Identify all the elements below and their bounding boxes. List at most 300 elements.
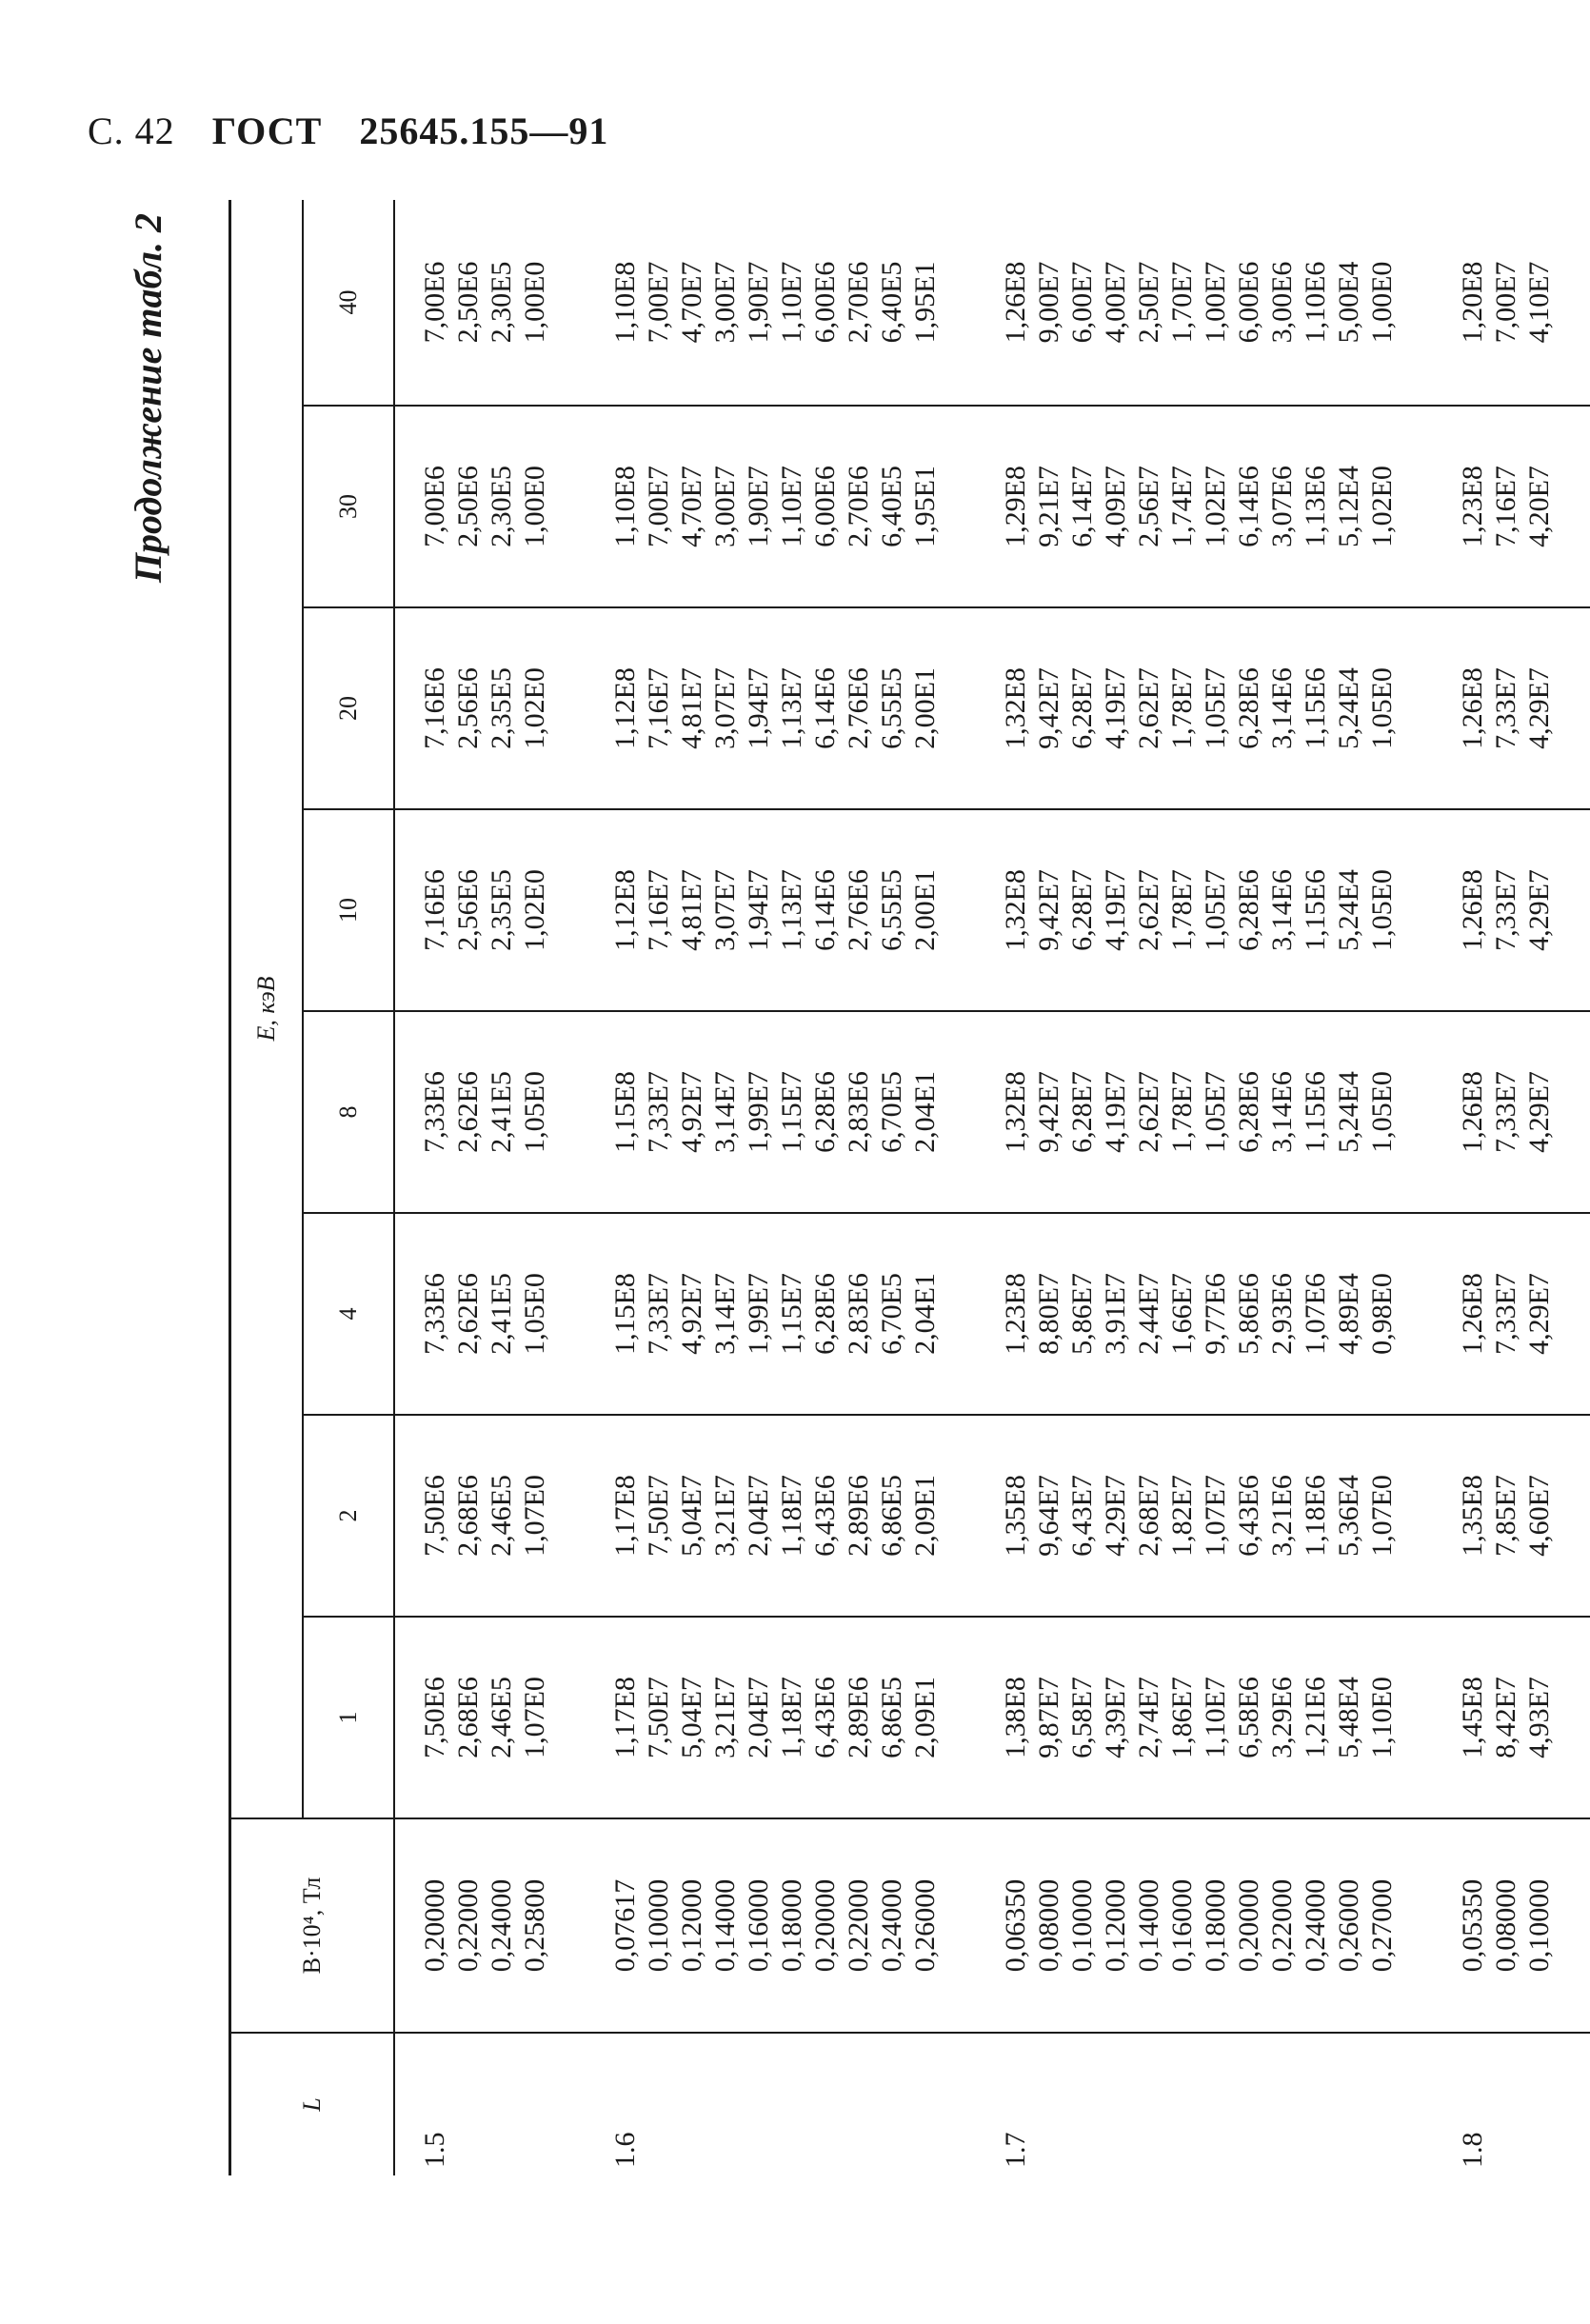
b-value: 0,16000 [743,1878,774,1973]
data-table [229,200,1590,2175]
flux-value: 1,20E8 [1457,261,1488,344]
flux-value: 2,35E5 [486,667,517,749]
table-row [976,200,1433,2175]
flux-value: 4,20E7 [1523,466,1555,547]
flux-value: 1,10E0 [1366,1677,1398,1758]
flux-value: 1,66E7 [1166,1273,1198,1355]
flux-value: 3,21E6 [1266,1475,1298,1557]
flux-value: 9,64E7 [1033,1475,1064,1557]
flux-value: 2,44E7 [1133,1273,1164,1355]
energy-column-values [976,200,1433,406]
flux-value: 6,43E6 [809,1677,841,1758]
flux-value: 2,62E7 [1133,667,1164,749]
flux-value: 9,00E7 [1033,261,1064,344]
table-group [976,200,1433,2175]
flux-value: 6,86E5 [876,1475,907,1557]
flux-value: 1,05E7 [1200,1071,1231,1153]
flux-value: 7,16E7 [643,667,674,749]
energy-column-values [1433,1617,1590,1818]
flux-value: 4,39E7 [1100,1677,1131,1758]
flux-value: 1,78E7 [1166,869,1198,951]
energy-column-values [1433,200,1590,406]
flux-value: 2,04E1 [909,1071,941,1153]
header-energy: 1 [303,1617,394,1818]
flux-value: 3,21E7 [709,1677,741,1758]
flux-value: 1,95E1 [909,261,941,344]
flux-value: 1,82E7 [1166,1475,1198,1557]
energy-column-values [394,1415,586,1617]
flux-value: 9,77E6 [1200,1273,1231,1355]
flux-value: 2,68E7 [1133,1475,1164,1557]
flux-value: 1,18E7 [776,1677,807,1758]
b-value: 0,12000 [676,1878,707,1973]
flux-value: 2,09E1 [909,1475,941,1557]
l-value-text: 1.5 [419,2132,450,2168]
flux-value: 6,40E5 [876,261,907,344]
flux-value: 1,17E8 [609,1677,641,1758]
energy-column-values [1433,406,1590,607]
flux-value: 2,56E6 [452,667,484,749]
flux-value: 1,26E8 [1457,1273,1488,1355]
flux-value: 2,70E6 [843,466,874,547]
flux-value: 1,99E7 [743,1071,774,1153]
flux-value: 1,18E7 [776,1475,807,1557]
table-row [1433,200,1590,2175]
flux-value: 1,02E0 [1366,466,1398,547]
energy-column-values [1433,1011,1590,1213]
flux-value: 1,78E7 [1166,667,1198,749]
flux-value: 3,00E6 [1266,261,1298,344]
flux-value: 2,00E1 [909,667,941,749]
b-value: 0,24000 [486,1878,517,1973]
flux-value: 1,05E0 [1366,667,1398,749]
flux-value: 1,00E0 [519,261,550,344]
flux-value: 3,14E6 [1266,1071,1298,1153]
flux-value: 6,43E7 [1066,1475,1098,1557]
flux-value: 5,24E4 [1333,1071,1364,1153]
flux-value: 2,46E5 [486,1475,517,1557]
flux-value: 1,26E8 [1000,261,1031,344]
flux-value: 2,35E5 [486,869,517,951]
b-value: 0,05350 [1457,1878,1488,1973]
flux-value: 2,76E6 [843,869,874,951]
flux-value: 7,50E7 [643,1677,674,1758]
flux-value: 4,29E7 [1100,1475,1131,1557]
energy-column-values [586,1617,976,1818]
flux-value: 2,62E6 [452,1273,484,1355]
flux-value: 7,85E7 [1490,1475,1521,1557]
energy-column-values [976,406,1433,607]
flux-value: 6,55E5 [876,667,907,749]
flux-value: 5,24E4 [1333,667,1364,749]
flux-value: 4,89E4 [1333,1273,1364,1355]
flux-value: 1,29E8 [1000,466,1031,547]
flux-value: 5,04E7 [676,1475,707,1557]
flux-value: 8,80E7 [1033,1273,1064,1355]
flux-value: 2,76E6 [843,667,874,749]
energy-column-values [394,200,586,406]
flux-value: 1,07E0 [519,1677,550,1758]
flux-value: 1,00E7 [1200,261,1231,344]
flux-value: 5,48E4 [1333,1677,1364,1758]
flux-value: 7,00E7 [643,466,674,547]
flux-value: 1,90E7 [743,466,774,547]
header-B: B·10⁴, Тл [230,1818,395,2033]
flux-value: 4,92E7 [676,1071,707,1153]
b-value: 0,22000 [1266,1878,1298,1973]
b-value: 0,16000 [1166,1878,1198,1973]
b-value: 0,12000 [1100,1878,1131,1973]
header-energy: 8 [303,1011,394,1213]
flux-value: 1,05E0 [519,1273,550,1355]
flux-value: 1,00E0 [1366,261,1398,344]
flux-value: 3,14E7 [709,1071,741,1153]
flux-value: 4,60E7 [1523,1475,1555,1557]
flux-value: 2,04E7 [743,1677,774,1758]
b-value: 0,22000 [843,1878,874,1973]
standard-number: 25645.155—91 [359,109,609,152]
flux-value: 6,28E7 [1066,667,1098,749]
flux-value: 2,74E7 [1133,1677,1164,1758]
flux-value: 6,43E6 [809,1475,841,1557]
flux-value: 4,29E7 [1523,1273,1555,1355]
flux-value: 1,10E7 [776,261,807,344]
flux-value: 1,18E6 [1300,1475,1331,1557]
energy-column-values [976,607,1433,809]
b-value: 0,24000 [1300,1878,1331,1973]
flux-value: 3,14E6 [1266,667,1298,749]
l-value [976,2033,1433,2175]
b-value: 0,08000 [1033,1878,1064,1973]
header-energy: 30 [303,406,394,607]
l-value [1433,2033,1590,2175]
l-value-text: 1.6 [609,2132,641,2168]
flux-value: 6,55E5 [876,869,907,951]
flux-value: 1,74E7 [1166,466,1198,547]
flux-value: 1,10E7 [776,466,807,547]
flux-value: 1,35E8 [1000,1475,1031,1557]
flux-value: 6,28E7 [1066,1071,1098,1153]
flux-value: 7,50E6 [419,1475,450,1557]
rotated-table-area [114,200,1555,2175]
flux-value: 5,86E7 [1066,1273,1098,1355]
flux-value: 2,83E6 [843,1273,874,1355]
header-energy: 10 [303,809,394,1011]
flux-value: 1,90E7 [743,261,774,344]
flux-value: 9,42E7 [1033,869,1064,951]
table-group [1433,200,1590,2175]
table-group [586,200,976,2175]
flux-value: 1,38E8 [1000,1677,1031,1758]
b-value: 0,06350 [1000,1878,1031,1973]
b-values [976,1818,1433,2033]
energy-column-values [394,1617,586,1818]
flux-value: 6,70E5 [876,1273,907,1355]
flux-value: 7,00E7 [643,261,674,344]
flux-value: 2,70E6 [843,261,874,344]
table-group [394,200,586,2175]
flux-value: 2,04E7 [743,1475,774,1557]
flux-value: 1,15E7 [776,1273,807,1355]
flux-value: 7,00E6 [419,261,450,344]
b-value: 0,10000 [1066,1878,1098,1973]
flux-value: 2,30E5 [486,261,517,344]
flux-value: 2,41E5 [486,1273,517,1355]
flux-value: 5,12E4 [1333,466,1364,547]
b-value: 0,20000 [419,1878,450,1973]
energy-column-values [586,200,976,406]
flux-value: 1,13E7 [776,869,807,951]
flux-value: 1,26E8 [1457,1071,1488,1153]
header-energy-group: E, кэВ [230,200,304,1818]
flux-value: 1,05E0 [1366,869,1398,951]
flux-value: 1,26E8 [1457,869,1488,951]
flux-value: 7,16E7 [1490,466,1521,547]
flux-value: 4,92E7 [676,1273,707,1355]
flux-value: 1,26E8 [1457,667,1488,749]
b-value: 0,22000 [452,1878,484,1973]
energy-column-values [586,1213,976,1415]
header-energy: 4 [303,1213,394,1415]
flux-value: 1,23E8 [1457,466,1488,547]
flux-value: 6,00E7 [1066,261,1098,344]
energy-column-values [1433,1213,1590,1415]
b-value: 0,26000 [909,1878,941,1973]
b-value: 0,25800 [519,1878,550,1973]
flux-value: 1,02E0 [519,667,550,749]
flux-value: 7,33E7 [1490,1273,1521,1355]
flux-value: 7,33E7 [1490,869,1521,951]
flux-value: 1,10E8 [609,466,641,547]
flux-value: 1,78E7 [1166,1071,1198,1153]
flux-value: 7,16E6 [419,667,450,749]
flux-value: 1,45E8 [1457,1677,1488,1758]
energy-column-values [586,406,976,607]
b-value: 0,24000 [876,1878,907,1973]
flux-value: 2,00E1 [909,869,941,951]
flux-value: 1,23E8 [1000,1273,1031,1355]
flux-value: 2,50E6 [452,261,484,344]
l-value [394,2033,586,2175]
flux-value: 2,83E6 [843,1071,874,1153]
energy-column-values [394,406,586,607]
flux-value: 5,86E6 [1233,1273,1264,1355]
flux-value: 5,04E7 [676,1677,707,1758]
flux-value: 6,58E7 [1066,1677,1098,1758]
page-header [88,109,635,153]
flux-value: 2,56E6 [452,869,484,951]
b-value: 0,07617 [609,1878,641,1973]
flux-value: 2,62E7 [1133,1071,1164,1153]
b-value: 0,20000 [809,1878,841,1973]
flux-value: 4,29E7 [1523,667,1555,749]
b-value: 0,08000 [1490,1878,1521,1973]
flux-value: 0,98E0 [1366,1273,1398,1355]
b-values [1433,1818,1590,2033]
flux-value: 6,14E6 [1233,466,1264,547]
flux-value: 1,10E8 [609,261,641,344]
l-value [586,2033,976,2175]
flux-value: 4,29E7 [1523,869,1555,951]
flux-value: 7,33E7 [643,1071,674,1153]
table-row [586,200,976,2175]
flux-value: 4,93E7 [1523,1677,1555,1758]
flux-value: 1,21E6 [1300,1677,1331,1758]
flux-value: 1,15E8 [609,1273,641,1355]
energy-column-values [976,1415,1433,1617]
b-value: 0,10000 [643,1878,674,1973]
b-value: 0,26000 [1333,1878,1364,1973]
flux-value: 5,36E4 [1333,1475,1364,1557]
flux-value: 6,70E5 [876,1071,907,1153]
energy-column-values [1433,607,1590,809]
header-energy: 20 [303,607,394,809]
flux-value: 9,42E7 [1033,1071,1064,1153]
flux-value: 6,28E6 [809,1071,841,1153]
flux-value: 1,12E8 [609,667,641,749]
energy-column-values [976,1213,1433,1415]
flux-value: 1,05E7 [1200,667,1231,749]
energy-column-values [976,809,1433,1011]
b-values [586,1818,976,2033]
flux-value: 9,21E7 [1033,466,1064,547]
flux-value: 3,07E6 [1266,466,1298,547]
flux-value: 4,19E7 [1100,667,1131,749]
flux-value: 7,33E6 [419,1071,450,1153]
flux-value: 4,81E7 [676,667,707,749]
continuation-label: Продолжение табл. 2 [127,213,169,584]
flux-value: 4,29E7 [1523,1071,1555,1153]
flux-value: 7,00E7 [1490,261,1521,344]
flux-value: 1,07E7 [1200,1475,1231,1557]
flux-value: 2,89E6 [843,1677,874,1758]
l-value-text: 1.8 [1457,2132,1488,2168]
flux-value: 5,24E4 [1333,869,1364,951]
flux-value: 7,16E7 [643,869,674,951]
header-energy: 2 [303,1415,394,1617]
flux-value: 1,32E8 [1000,667,1031,749]
flux-value: 4,09E7 [1100,466,1131,547]
flux-value: 2,62E6 [452,1071,484,1153]
flux-value: 3,00E7 [709,261,741,344]
b-value: 0,10000 [1523,1878,1555,1973]
flux-value: 1,15E6 [1300,1071,1331,1153]
flux-value: 2,50E6 [452,466,484,547]
flux-value: 2,04E1 [909,1273,941,1355]
flux-value: 6,14E6 [809,667,841,749]
flux-value: 4,19E7 [1100,1071,1131,1153]
flux-value: 3,07E7 [709,667,741,749]
flux-value: 4,00E7 [1100,261,1131,344]
page-number: С. 42 [88,109,175,152]
l-value-text: 1.7 [1000,2132,1031,2168]
flux-value: 1,12E8 [609,869,641,951]
flux-value: 8,42E7 [1490,1677,1521,1758]
flux-value: 6,43E6 [1233,1475,1264,1557]
energy-column-values [394,809,586,1011]
flux-value: 7,33E6 [419,1273,450,1355]
flux-value: 1,10E7 [1200,1677,1231,1758]
b-value: 0,14000 [1133,1878,1164,1973]
flux-value: 9,42E7 [1033,667,1064,749]
b-value: 0,14000 [709,1878,741,1973]
flux-value: 1,13E7 [776,667,807,749]
flux-value: 2,93E6 [1266,1273,1298,1355]
flux-value: 4,19E7 [1100,869,1131,951]
flux-value: 1,00E0 [519,466,550,547]
flux-value: 1,86E7 [1166,1677,1198,1758]
flux-value: 7,33E7 [1490,667,1521,749]
flux-value: 1,95E1 [909,466,941,547]
energy-column-values [586,1011,976,1213]
flux-value: 6,28E6 [1233,667,1264,749]
flux-value: 1,15E7 [776,1071,807,1153]
flux-value: 6,00E6 [809,261,841,344]
flux-value: 2,50E7 [1133,261,1164,344]
energy-column-values [976,1617,1433,1818]
flux-value: 1,05E0 [519,1071,550,1153]
flux-value: 1,05E7 [1200,869,1231,951]
flux-value: 1,17E8 [609,1475,641,1557]
flux-value: 3,07E7 [709,869,741,951]
flux-value: 2,30E5 [486,466,517,547]
header-L: L [230,2033,395,2175]
flux-value: 6,00E6 [1233,261,1264,344]
flux-value: 3,00E7 [709,466,741,547]
flux-value: 2,62E7 [1133,869,1164,951]
flux-value: 6,14E7 [1066,466,1098,547]
flux-value: 4,70E7 [676,466,707,547]
energy-column-values [586,1415,976,1617]
flux-value: 3,21E7 [709,1475,741,1557]
flux-value: 2,09E1 [909,1677,941,1758]
energy-column-values [976,1011,1433,1213]
flux-value: 1,70E7 [1166,261,1198,344]
flux-value: 1,10E6 [1300,261,1331,344]
flux-value: 1,07E0 [1366,1475,1398,1557]
flux-value: 7,50E7 [643,1475,674,1557]
energy-column-values [394,1213,586,1415]
flux-value: 1,32E8 [1000,1071,1031,1153]
flux-value: 3,14E7 [709,1273,741,1355]
flux-value: 1,32E8 [1000,869,1031,951]
energy-column-values [1433,809,1590,1011]
flux-value: 6,28E6 [1233,869,1264,951]
table-row [394,200,586,2175]
flux-value: 6,58E6 [1233,1677,1264,1758]
b-value: 0,27000 [1366,1878,1398,1973]
flux-value: 3,14E6 [1266,869,1298,951]
flux-value: 1,35E8 [1457,1475,1488,1557]
flux-value: 6,28E7 [1066,869,1098,951]
flux-value: 7,50E6 [419,1677,450,1758]
flux-value: 2,89E6 [843,1475,874,1557]
flux-value: 3,91E7 [1100,1273,1131,1355]
flux-value: 2,68E6 [452,1475,484,1557]
flux-value: 6,28E6 [809,1273,841,1355]
flux-value: 7,16E6 [419,869,450,951]
flux-value: 1,15E6 [1300,869,1331,951]
flux-value: 2,46E5 [486,1677,517,1758]
standard-label: ГОСТ [211,109,323,152]
energy-column-values [586,607,976,809]
flux-value: 6,14E6 [809,869,841,951]
energy-column-values [1433,1415,1590,1617]
flux-value: 1,94E7 [743,869,774,951]
flux-value: 6,86E5 [876,1677,907,1758]
flux-value: 4,81E7 [676,869,707,951]
flux-value: 7,33E7 [1490,1071,1521,1153]
